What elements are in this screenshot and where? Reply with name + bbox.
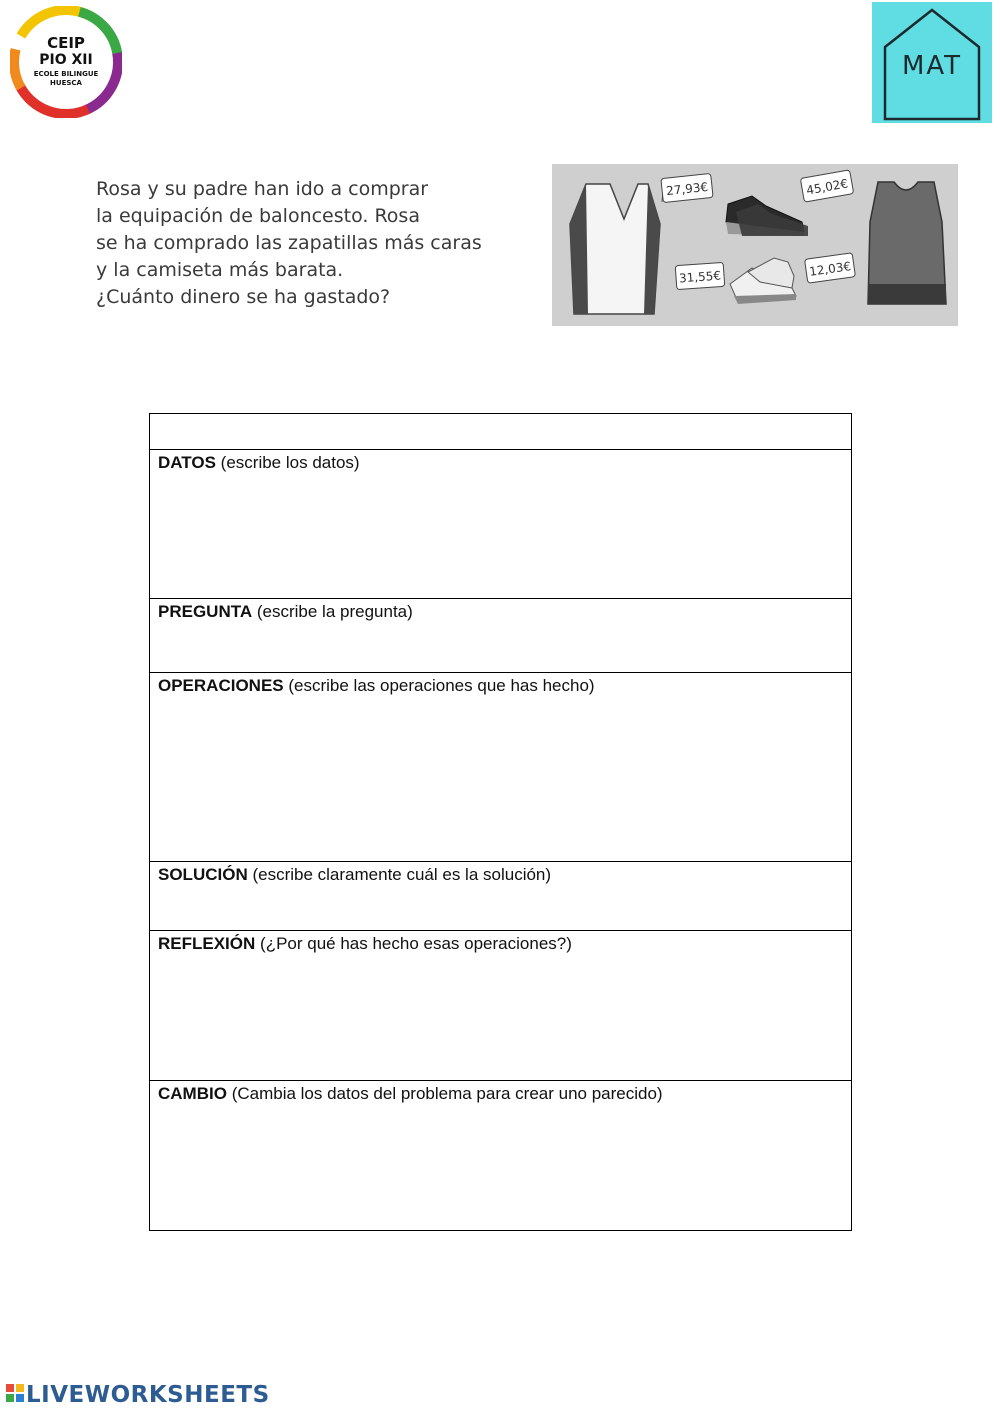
footer-brand[interactable]: LIVEWORKSHEETS	[26, 1382, 270, 1408]
worksheet-row-reflexion[interactable]	[150, 931, 851, 1081]
row-label: CAMBIO	[158, 1084, 227, 1103]
row-hint: (¿Por qué has hecho esas operaciones?)	[260, 934, 572, 953]
problem-line: ¿Cuánto dinero se ha gastado?	[96, 286, 391, 308]
row-hint: (Cambia los datos del problema para crear uno parecido)	[231, 1084, 663, 1103]
price-tag: 27,93€	[665, 179, 709, 199]
row-label: SOLUCIÓN	[158, 865, 248, 884]
row-hint: (escribe claramente cuál es la solución)	[252, 865, 552, 884]
worksheet-row-cambio[interactable]	[150, 1081, 851, 1231]
logo-line1: CEIP	[47, 34, 85, 52]
problem-line: y la camiseta más barata.	[96, 259, 344, 281]
basketball-gear-illustration	[552, 164, 958, 326]
row-label: DATOS	[158, 453, 216, 472]
price-tag: 31,55€	[678, 268, 722, 286]
white-shirt-icon	[570, 184, 660, 314]
price-tag: 45,02€	[805, 176, 850, 198]
row-label: REFLEXIÓN	[158, 934, 256, 953]
price-tag: 12,03€	[808, 259, 852, 279]
school-logo	[10, 6, 122, 118]
row-hint: (escribe los datos)	[220, 453, 360, 472]
worksheet-row-solucion[interactable]	[150, 862, 851, 931]
worksheet-table	[149, 413, 852, 1231]
worksheet-row-operaciones[interactable]	[150, 673, 851, 862]
row-label: OPERACIONES	[158, 676, 284, 695]
problem-line: la equipación de baloncesto. Rosa	[96, 205, 420, 227]
worksheet-row-datos[interactable]	[150, 450, 851, 599]
dark-shirt-icon	[868, 182, 946, 304]
logo-line4: HUESCA	[50, 79, 82, 87]
liveworksheets-logo-icon	[6, 1380, 26, 1410]
problem-line: Rosa y su padre han ido a comprar	[96, 178, 429, 200]
problem-line: se ha comprado las zapatillas más caras	[96, 232, 482, 254]
problem-statement	[96, 176, 536, 311]
subject-label: MAT	[901, 51, 963, 81]
row-label: PREGUNTA	[158, 602, 253, 621]
worksheet-row-header[interactable]	[150, 414, 851, 450]
logo-line3: ECOLE BILINGUE	[33, 70, 99, 78]
worksheet-row-pregunta[interactable]	[150, 599, 851, 673]
logo-line2: PIO XII	[39, 52, 93, 68]
row-hint: (escribe la pregunta)	[256, 602, 413, 621]
row-hint: (escribe las operaciones que has hecho)	[288, 676, 595, 695]
subject-badge	[872, 2, 992, 123]
